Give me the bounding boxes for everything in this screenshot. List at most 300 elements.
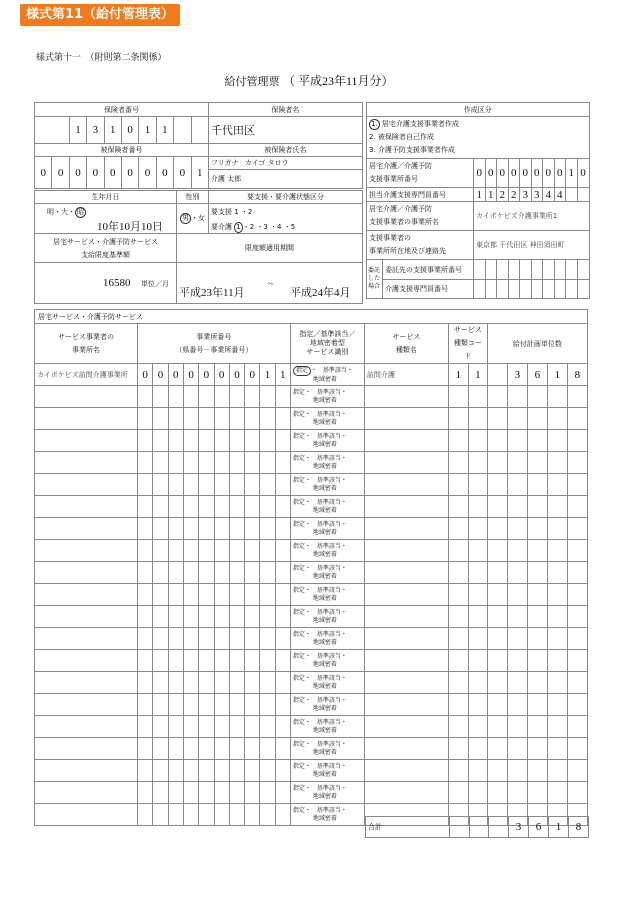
service-code-digit	[448, 716, 468, 738]
service-kind	[364, 386, 448, 408]
service-unit-digit	[567, 760, 587, 782]
service-digit	[138, 408, 153, 430]
service-digit	[168, 518, 183, 540]
service-code-digit	[468, 628, 487, 650]
type-line1-a: 指定	[292, 674, 305, 682]
service-row	[35, 672, 588, 694]
service-unit-digit	[487, 518, 507, 540]
service-office	[35, 606, 138, 628]
limit-sep: ～	[267, 280, 274, 288]
office-addr-label-1: 支援事業者の	[369, 234, 411, 242]
service-digit	[168, 804, 183, 826]
service-digit	[138, 672, 153, 694]
limit-amount: 16580	[103, 277, 131, 289]
limit-amount-cell	[35, 263, 177, 304]
service-kind	[364, 738, 448, 760]
service-unit-digit	[487, 408, 507, 430]
service-unit-digit: 6	[527, 364, 547, 386]
type-line2: 地域密着	[312, 682, 337, 690]
service-digit	[168, 782, 183, 804]
office-digit: 0	[520, 159, 532, 188]
service-digit	[229, 760, 244, 782]
service-digit	[183, 606, 198, 628]
service-digit	[245, 760, 260, 782]
service-code-digit	[448, 474, 468, 496]
limit-label-1: 居宅サービス・介護予防サービス	[53, 237, 158, 246]
service-digit	[275, 496, 290, 518]
office-digit: 0	[554, 159, 566, 188]
total-unit-digit	[489, 817, 509, 838]
service-type	[290, 518, 364, 540]
service-code-digit	[468, 650, 487, 672]
service-digit	[138, 782, 153, 804]
sex-label: 性別	[177, 191, 209, 204]
service-digit	[260, 518, 275, 540]
care-level-label: 要支援・要介護状態区分	[209, 191, 363, 204]
service-unit-digit	[547, 694, 567, 716]
service-digit	[138, 716, 153, 738]
service-digit	[199, 672, 214, 694]
service-digit	[260, 782, 275, 804]
service-digit	[260, 430, 275, 452]
service-office	[35, 650, 138, 672]
type-line2: 地域密着	[312, 814, 337, 822]
service-code-digit	[468, 430, 487, 452]
service-code-digit	[468, 562, 487, 584]
service-code-digit: 1	[468, 364, 487, 386]
service-office	[35, 804, 138, 826]
service-code-digit	[468, 496, 487, 518]
service-unit-digit: 3	[507, 364, 527, 386]
service-office	[35, 584, 138, 606]
service-row	[35, 430, 588, 452]
type-line1-a: 指定	[292, 652, 305, 660]
service-unit-digit	[567, 386, 587, 408]
service-digit	[260, 540, 275, 562]
office-digit: 0	[474, 159, 486, 188]
h-office-no	[138, 324, 291, 364]
type-line1-rest: ・ 基準該当・	[304, 806, 347, 814]
service-digit	[229, 738, 244, 760]
service-digit	[275, 430, 290, 452]
type-line1-a: 指定	[292, 762, 305, 770]
service-digit	[153, 694, 168, 716]
type-line2: 地域密着	[312, 770, 337, 778]
insured-name-label: 被保険者氏名	[208, 144, 362, 157]
service-digit	[183, 804, 198, 826]
service-digit	[229, 452, 244, 474]
service-digit	[138, 760, 153, 782]
service-unit-digit	[507, 452, 527, 474]
service-digit	[214, 628, 229, 650]
service-digit	[153, 738, 168, 760]
staff-digit	[566, 188, 578, 202]
service-unit-digit	[507, 584, 527, 606]
office-name: カイポケビズ介護事業所1	[474, 202, 590, 231]
insurer-name: 千代田区	[208, 117, 362, 144]
service-digit	[260, 474, 275, 496]
service-code-digit	[448, 584, 468, 606]
title-text: 給付管理票	[224, 75, 280, 88]
service-office: カイポケビズ訪問介護事業所	[35, 364, 138, 386]
service-digit	[275, 540, 290, 562]
service-unit-digit	[567, 584, 587, 606]
type-line1-rest: ・ 基準該当・	[304, 410, 347, 418]
service-unit-digit	[527, 408, 547, 430]
insurer-blank	[35, 117, 70, 144]
service-digit	[229, 474, 244, 496]
service-digit	[168, 694, 183, 716]
service-kind	[364, 430, 448, 452]
service-digit	[153, 804, 168, 826]
service-unit-digit	[567, 474, 587, 496]
service-digit	[275, 628, 290, 650]
type-line1-rest: ・ 基準該当・	[304, 520, 347, 528]
total-unit-digit: 6	[529, 817, 549, 838]
service-digit	[275, 738, 290, 760]
service-office	[35, 474, 138, 496]
service-kind	[364, 650, 448, 672]
service-kind	[364, 606, 448, 628]
type-line1-rest: ・ 基準該当・	[304, 608, 347, 616]
form-badge: 様式第11（給付管理表）	[20, 4, 180, 26]
service-unit-digit	[567, 694, 587, 716]
service-digit	[153, 650, 168, 672]
office-digit: 1	[566, 159, 578, 188]
insured-digit: 0	[121, 157, 138, 189]
h-type	[290, 324, 364, 364]
service-digit	[214, 386, 229, 408]
type-line2: 地域密着	[312, 440, 337, 448]
service-code-digit	[468, 408, 487, 430]
service-digit	[260, 584, 275, 606]
service-type	[290, 628, 364, 650]
service-digit	[229, 430, 244, 452]
service-digit	[199, 738, 214, 760]
type-line1-rest: ・ 基準該当・	[304, 454, 347, 462]
type-line1-rest: ・ 基準該当・	[304, 674, 347, 682]
h-kind-1: サービス	[392, 332, 421, 341]
service-digit: 0	[183, 364, 198, 386]
era-options	[47, 207, 86, 218]
service-digit	[138, 386, 153, 408]
service-digit	[275, 474, 290, 496]
type-line2: 地域密着	[312, 375, 337, 383]
h-kind-2: 種類名	[395, 345, 417, 354]
insurer-digit: 1	[156, 117, 173, 144]
service-digit	[183, 716, 198, 738]
type-line1-a: 指定	[292, 696, 305, 704]
furigana-value: カイゴ タロウ	[244, 159, 289, 167]
service-unit-digit	[547, 584, 567, 606]
service-digit	[168, 584, 183, 606]
staff-digit: 1	[474, 188, 486, 202]
service-type	[290, 804, 364, 826]
office-addr-label	[367, 231, 474, 260]
limit-start: 平成23年11月	[179, 287, 245, 299]
service-digit: 0	[199, 364, 214, 386]
service-digit	[199, 562, 214, 584]
type-line2: 地域密着	[312, 550, 337, 558]
service-office	[35, 694, 138, 716]
service-digit	[245, 782, 260, 804]
type-line1-rest: ・ 基準該当・	[304, 432, 347, 440]
type-line1-rest: ・ 基準該当・	[304, 388, 347, 396]
service-digit	[245, 408, 260, 430]
service-digit	[229, 694, 244, 716]
service-digit	[260, 496, 275, 518]
service-digit	[260, 694, 275, 716]
service-unit-digit	[527, 452, 547, 474]
service-digit	[199, 408, 214, 430]
service-kind	[364, 474, 448, 496]
service-digit	[260, 386, 275, 408]
service-unit-digit	[487, 760, 507, 782]
service-digit	[168, 386, 183, 408]
service-office	[35, 782, 138, 804]
service-digit	[260, 672, 275, 694]
service-unit-digit	[487, 430, 507, 452]
creator-opt-2: 2. 被保険者自己作成	[369, 133, 434, 141]
service-digit	[245, 518, 260, 540]
service-type	[290, 540, 364, 562]
service-code-digit	[448, 782, 468, 804]
service-code-digit	[448, 606, 468, 628]
form-reference: 様式第十一 （附則第二条関係）	[36, 53, 167, 63]
service-unit-digit	[547, 716, 567, 738]
birth-label: 生年月日	[35, 191, 177, 204]
service-row	[35, 474, 588, 496]
service-digit	[199, 452, 214, 474]
service-kind	[364, 584, 448, 606]
service-unit-digit	[567, 650, 587, 672]
service-office	[35, 672, 138, 694]
service-digit	[183, 496, 198, 518]
service-code-digit	[468, 760, 487, 782]
office-digit: 0	[485, 159, 497, 188]
type-line2: 地域密着	[312, 704, 337, 712]
service-digit	[183, 760, 198, 782]
service-code-digit	[468, 738, 487, 760]
creator-opt-1-num: 1.	[371, 120, 378, 128]
service-unit-digit	[487, 496, 507, 518]
service-digit	[168, 474, 183, 496]
service-digit	[153, 496, 168, 518]
service-unit-digit	[567, 562, 587, 584]
h-office-1: サービス事業者の	[58, 332, 115, 341]
staff-digit: 2	[508, 188, 520, 202]
service-digit	[168, 430, 183, 452]
service-unit-digit	[567, 430, 587, 452]
type-line1-a: 指定	[292, 740, 305, 748]
service-code-digit	[468, 518, 487, 540]
service-digit	[245, 716, 260, 738]
service-digit	[260, 606, 275, 628]
service-unit-digit	[507, 518, 527, 540]
service-digit	[214, 804, 229, 826]
insurer-digit	[191, 117, 208, 144]
service-digit	[183, 562, 198, 584]
service-digit	[168, 540, 183, 562]
office-address: 東京都 千代田区 神田須田町	[474, 231, 590, 260]
consign-label: 委託した場合	[367, 260, 383, 299]
service-digit	[138, 496, 153, 518]
service-unit-digit	[567, 782, 587, 804]
service-row	[35, 738, 588, 760]
service-unit-digit	[547, 540, 567, 562]
service-digit	[214, 760, 229, 782]
limit-label-2: 支給限度基準額	[81, 250, 130, 259]
service-row	[35, 408, 588, 430]
service-unit-digit	[507, 650, 527, 672]
service-digit	[199, 474, 214, 496]
insured-digit: 0	[87, 157, 104, 189]
service-digit	[260, 804, 275, 826]
type-line1-a: 指定	[292, 476, 305, 484]
service-digit: 0	[245, 364, 260, 386]
service-unit-digit	[547, 738, 567, 760]
service-digit	[183, 408, 198, 430]
type-line1-a: 指定	[292, 520, 305, 528]
service-kind	[364, 562, 448, 584]
service-unit-digit	[567, 518, 587, 540]
service-digit	[245, 430, 260, 452]
service-digit	[214, 452, 229, 474]
form-title	[0, 72, 618, 89]
service-digit	[138, 804, 153, 826]
care-prefix: 要介護	[211, 222, 232, 231]
type-line1-rest: ・ 基準該当・	[304, 718, 347, 726]
type-line2: 地域密着	[312, 418, 337, 426]
insured-digit: 0	[52, 157, 69, 189]
type-line1-a: 指定	[292, 586, 305, 594]
service-kind	[364, 716, 448, 738]
service-unit-digit	[527, 716, 547, 738]
birth-cell	[35, 204, 177, 234]
era-text: 明・大・ 昭	[47, 208, 84, 216]
service-unit-digit	[547, 628, 567, 650]
h-code	[448, 324, 487, 364]
service-digit	[138, 650, 153, 672]
type-line1-a: 指定	[292, 718, 305, 726]
service-type	[290, 672, 364, 694]
service-digit	[138, 584, 153, 606]
service-digit	[153, 430, 168, 452]
service-digit	[183, 782, 198, 804]
service-digit	[260, 408, 275, 430]
limit-unit: 単位／月	[141, 280, 169, 288]
service-kind	[364, 672, 448, 694]
service-digit	[229, 650, 244, 672]
service-row	[35, 364, 588, 386]
insurer-digit: 3	[87, 117, 104, 144]
service-digit	[214, 738, 229, 760]
services-section-label: 居宅サービス・介護予防サービス	[34, 309, 588, 323]
service-unit-digit	[507, 408, 527, 430]
type-line2: 地域密着	[312, 594, 337, 602]
service-digit	[275, 518, 290, 540]
services-table	[34, 323, 588, 826]
service-digit	[245, 496, 260, 518]
service-digit	[275, 782, 290, 804]
service-digit	[138, 606, 153, 628]
type-line1-a: 指定	[292, 410, 305, 418]
service-digit	[138, 430, 153, 452]
service-unit-digit	[487, 672, 507, 694]
service-type	[290, 496, 364, 518]
service-code-digit: 1	[448, 364, 468, 386]
type-line1-rest: ・ 基準該当・	[304, 586, 347, 594]
service-digit	[214, 650, 229, 672]
service-digit	[168, 452, 183, 474]
service-unit-digit	[487, 738, 507, 760]
service-unit-digit	[567, 452, 587, 474]
insurer-digit: 1	[69, 117, 86, 144]
service-digit	[138, 540, 153, 562]
service-digit	[229, 804, 244, 826]
service-digit	[199, 540, 214, 562]
service-office	[35, 430, 138, 452]
creator-label: 作成区分	[367, 103, 590, 117]
service-digit	[153, 760, 168, 782]
service-digit	[275, 804, 290, 826]
h-type-2: 地域密着型	[309, 339, 345, 347]
service-code-digit	[448, 562, 468, 584]
service-digit	[168, 760, 183, 782]
service-digit	[168, 562, 183, 584]
service-unit-digit	[487, 386, 507, 408]
service-unit-digit: 8	[567, 364, 587, 386]
service-office	[35, 452, 138, 474]
service-row	[35, 584, 588, 606]
insurer-digit	[174, 117, 191, 144]
insurer-digit: 1	[139, 117, 156, 144]
support-levels: 要支援 1 ・2	[211, 207, 253, 216]
office-no-label-2: 支援事業所番号	[369, 175, 418, 183]
h-kind	[364, 324, 448, 364]
service-digit	[168, 650, 183, 672]
total-unit-digit: 1	[549, 817, 569, 838]
type-line1-rest: ・ 基準該当・	[304, 762, 347, 770]
service-office	[35, 628, 138, 650]
service-unit-digit	[527, 694, 547, 716]
service-digit	[229, 782, 244, 804]
service-code-digit	[448, 518, 468, 540]
service-digit	[168, 496, 183, 518]
h-office	[35, 324, 138, 364]
insured-digit: 0	[156, 157, 173, 189]
service-digit	[229, 716, 244, 738]
service-digit	[214, 518, 229, 540]
service-digit	[153, 562, 168, 584]
staff-digit: 1	[485, 188, 497, 202]
service-unit-digit	[507, 738, 527, 760]
service-digit	[153, 518, 168, 540]
office-name-label-1: 居宅介護／介護予防	[369, 205, 432, 213]
service-digit	[199, 518, 214, 540]
service-digit: 1	[275, 364, 290, 386]
service-digit	[153, 474, 168, 496]
service-digit	[260, 738, 275, 760]
service-digit	[245, 672, 260, 694]
service-unit-digit	[567, 606, 587, 628]
type-line1-rest: ・ 基準該当・	[310, 366, 353, 374]
service-digit	[183, 628, 198, 650]
service-unit-digit	[507, 386, 527, 408]
service-code-digit	[468, 386, 487, 408]
type-line2: 地域密着	[312, 616, 337, 624]
h-code-2: 種類コード	[453, 339, 482, 360]
